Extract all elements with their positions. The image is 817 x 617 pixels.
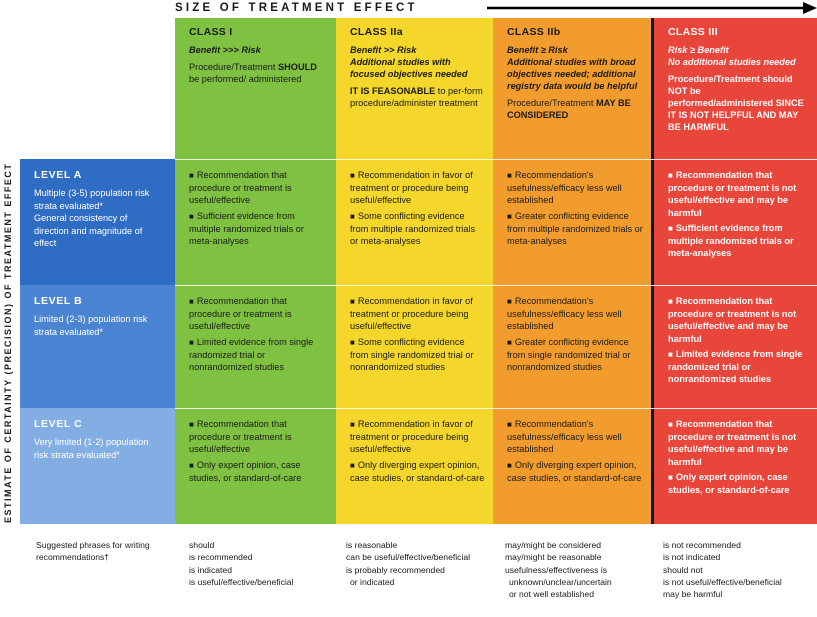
cell-item: ■ Recommendation that procedure or treatment is useful/effective [189,170,292,206]
class-risk: Benefit >>> Risk [189,45,261,55]
cell-a-class-iii [654,159,817,262]
cell-item: ■ Some conflicting evidence from multiple randomized trials or meta-analyses [350,210,476,247]
class-extra: Additional studies with focused objectives needed [350,57,468,79]
level-description: General consistency of direction and magnitude of effect [34,213,143,248]
class-iia-header [336,26,493,109]
suggested-phrases-label: Suggested phrases for writing recommendations† [36,540,150,562]
certainty-axis-title: ESTIMATE OF CERTAINTY (PRECISION) OF TREATMENT EFFECT [3,162,13,523]
phrase: should not [663,564,703,575]
phrase: may/might be reasonable [505,552,602,563]
phrase: unknown/unclear/uncertain [509,576,612,587]
class-action: IT IS FEASONABLE to per-form procedure/administer treatment [350,86,483,108]
class-name: CLASS IIb [507,26,561,38]
class-iib-header [493,26,651,121]
cell-item: ■ Recommendation's usefulness/efficacy less well established [507,296,622,332]
cell-item: ■ Only diverging expert opinion, case studies, or standard-of-care [350,459,485,483]
phrase: may be harmful [663,589,723,600]
level-description: Limited (2-3) population risk strata evaluated* [34,314,148,337]
level-description: Multiple (3-5) population risk strata evaluated* [34,188,150,211]
cell-c-class-i [175,408,336,487]
cell-item: ■ Limited evidence from single randomized trial or nonrandomized studies [189,336,314,373]
class-risk: Risk ≥ Benefit [668,45,729,55]
cell-item: ■ Recommendation's usefulness/efficacy less well established [507,419,622,455]
cell-c-class-iii [654,408,817,499]
cell-item: ■ Recommendation that procedure or treatment is not useful/effective and may be harmful [668,419,797,467]
phrase: is probably recommended [346,564,445,575]
cell-item: ■ Recommendation in favor of treatment or procedure being useful/effective [350,170,473,206]
class-action: Procedure/Treatment MAY BE CONSIDERED [507,98,631,120]
level-name: LEVEL A [34,169,82,181]
cell-item: ■ Recommendation that procedure or treatment is not useful/effective and may be harmful [668,170,797,218]
level-name: LEVEL B [34,295,83,307]
class-extra: No additional studies needed [668,57,796,67]
cell-a-class-i [175,159,336,250]
right-arrow-icon [487,1,817,15]
cell-a-class-iia [336,159,493,250]
size-of-treatment-effect-title: SIZE OF TREATMENT EFFECT [175,2,418,14]
level-description: Very limited (1-2) population risk strata evaluated* [34,437,149,460]
level-a-header [20,159,175,285]
class-i-header [175,26,336,85]
cell-item: ■ Limited evidence from single randomized trial or nonrandomized studies [668,348,803,385]
cell-item: ■ Some conflicting evidence from single randomized trial or nonrandomized studies [350,336,474,373]
cell-item: ■ Sufficient evidence from multiple randomized trials or meta-analyses [668,222,794,259]
phrases-class-iib [505,539,650,600]
phrase: can be useful/effective/beneficial [346,552,471,563]
cell-item: ■ Only diverging expert opinion, case studies, or standard-of-care [507,459,642,483]
cell-b-class-i [175,285,336,376]
cell-b-class-iib [493,285,651,376]
cell-b-class-iii [654,285,817,388]
cell-c-class-iib [493,408,651,487]
cell-item: ■ Recommendation that procedure or treatment is useful/effective [189,296,292,332]
cell-item: ■ Greater conflicting evidence from single randomized trial or nonrandomized studies [507,336,631,373]
phrase: or not well established [509,589,595,600]
phrases-class-iii [663,539,815,600]
class-extra: Additional studies with broad objectives needed; additional registry data would be helpful [507,57,638,91]
cell-item: ■ Recommendation that procedure or treatment is not useful/effective and may be harmful [668,296,797,344]
cell-item: ■ Sufficient evidence from multiple randomized trials or meta-analyses [189,210,304,247]
cell-item: ■ Only expert opinion, case studies, or standard-of-care [668,471,790,496]
cell-item: ■ Recommendation that procedure or treatment is useful/effective [189,419,292,455]
class-name: CLASS IIa [350,26,403,38]
phrase: is not indicated [663,552,721,563]
phrase: is reasonable [346,540,398,550]
phrase: or indicated [350,576,395,587]
class-name: CLASS III [668,26,718,38]
cell-b-class-iia [336,285,493,376]
phrase: is not recommended [663,540,741,550]
class-name: CLASS I [189,26,233,38]
phrase: is not useful/effective/beneficial [663,576,782,587]
phrases-class-iia [346,539,491,588]
class-risk: Benefit >> Risk [350,45,417,55]
level-c-header [20,408,175,524]
phrase: should [189,540,215,550]
cell-item: ■ Recommendation's usefulness/efficacy less well established [507,170,622,206]
cell-item: ■ Only expert opinion, case studies, or standard-of-care [189,459,302,483]
level-b-header [20,285,175,408]
cell-item: ■ Recommendation in favor of treatment or procedure being useful/effective [350,296,473,332]
phrase: is recommended [189,552,253,563]
phrase: may/might be considered [505,540,602,550]
level-name: LEVEL C [34,418,83,430]
class-iii-header [654,26,817,133]
phrase: is useful/effective/beneficial [189,576,294,587]
cell-a-class-iib [493,159,651,250]
cell-item: ■ Recommendation in favor of treatment or procedure being useful/effective [350,419,473,455]
class-risk: Benefit ≥ Risk [507,45,568,55]
phrases-class-i [189,539,334,588]
cell-c-class-iia [336,408,493,487]
phrase: is indicated [189,564,232,575]
class-action: Procedure/Treatment SHOULD be performed/ administered [189,62,317,84]
phrase: usefulness/effectiveness is [505,564,608,575]
cell-item: ■ Greater conflicting evidence from multiple randomized trials or meta-analyses [507,210,643,247]
class-action: Procedure/Treatment should NOT be performed/administered SINCE IT IS NOT HELPFUL AND MAY BE HARMFUL [668,74,804,132]
